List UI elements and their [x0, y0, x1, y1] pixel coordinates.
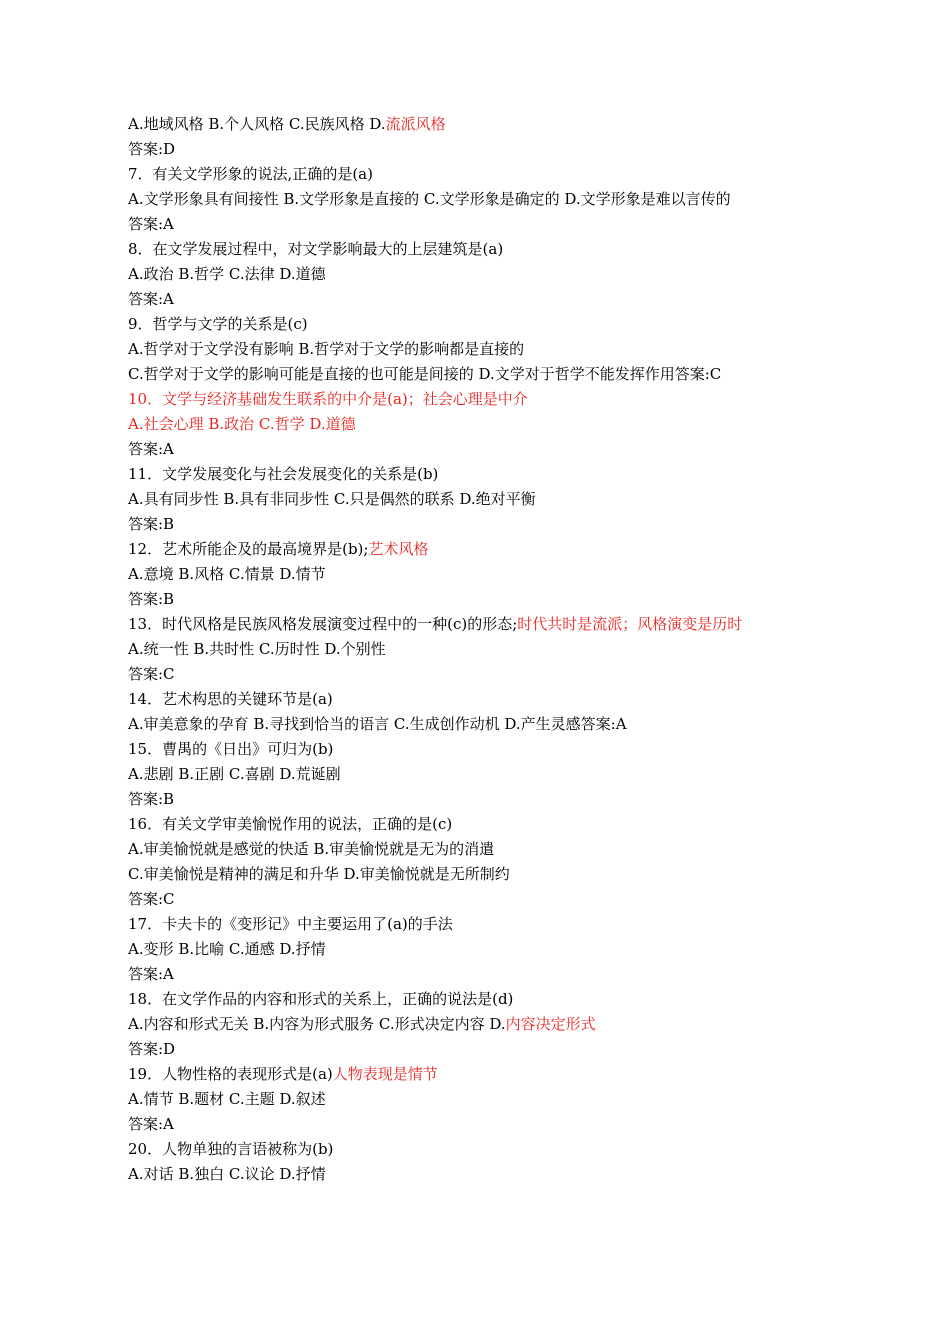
question-line — [128, 1062, 828, 1087]
options-line — [128, 412, 828, 437]
answer-line — [128, 587, 828, 612]
options-line — [128, 362, 828, 387]
answer-line — [128, 137, 828, 162]
line-text: 答案:A — [128, 965, 174, 983]
line-text: 7．有关文学形象的说法,正确的是(a) — [128, 165, 373, 183]
highlighted-text: 时代共时是流派；风格演变是历时 — [517, 615, 743, 633]
answer-line — [128, 512, 828, 537]
highlighted-text: 内容决定形式 — [505, 1015, 596, 1033]
question-line — [128, 912, 828, 937]
line-text: 11．文学发展变化与社会发展变化的关系是(b) — [128, 465, 439, 483]
question-line — [128, 162, 828, 187]
question-line — [128, 1137, 828, 1162]
options-line — [128, 1087, 828, 1112]
line-text: A.地域风格 B.个人风格 C.民族风格 D. — [128, 115, 386, 133]
line-text: A.悲剧 B.正剧 C.喜剧 D.荒诞剧 — [128, 765, 341, 783]
line-text: A.对话 B.独白 C.议论 D.抒情 — [128, 1165, 326, 1183]
question-line — [128, 737, 828, 762]
line-text: A.文学形象具有间接性 B.文学形象是直接的 C.文学形象是确定的 D.文学形象是难以言传的 — [128, 190, 731, 208]
line-text: A.情节 B.题材 C.主题 D.叙述 — [128, 1090, 326, 1108]
answer-line — [128, 437, 828, 462]
options-line — [128, 337, 828, 362]
line-text: 答案:C — [128, 665, 175, 683]
question-line — [128, 687, 828, 712]
line-text: C.哲学对于文学的影响可能是直接的也可能是间接的 D.文学对于哲学不能发挥作用答案:C — [128, 365, 722, 383]
line-text: 答案:B — [128, 590, 175, 608]
line-text: A.政治 B.哲学 C.法律 D.道德 — [128, 265, 326, 283]
line-text: A.审美愉悦就是感觉的快适 B.审美愉悦就是无为的消遣 — [128, 840, 495, 858]
line-text: 答案:A — [128, 1115, 174, 1133]
line-text: A.具有同步性 B.具有非同步性 C.只是偶然的联系 D.绝对平衡 — [128, 490, 536, 508]
line-text: 答案:C — [128, 890, 175, 908]
line-text: A.统一性 B.共时性 C.历时性 D.个别性 — [128, 640, 386, 658]
highlighted-text: 流派风格 — [385, 115, 446, 133]
line-text: A.哲学对于文学没有影响 B.哲学对于文学的影响都是直接的 — [128, 340, 525, 358]
answer-line — [128, 287, 828, 312]
answer-line — [128, 1037, 828, 1062]
options-line — [128, 712, 828, 737]
line-text: 9．哲学与文学的关系是(c) — [128, 315, 308, 333]
options-line — [128, 487, 828, 512]
text-line — [128, 112, 828, 137]
document-page — [128, 112, 828, 1187]
options-line — [128, 637, 828, 662]
line-text: 答案:A — [128, 440, 174, 458]
question-line — [128, 387, 828, 412]
highlighted-text: A.社会心理 B.政治 C.哲学 D.道德 — [128, 415, 356, 433]
options-line — [128, 837, 828, 862]
question-line — [128, 812, 828, 837]
answer-line — [128, 212, 828, 237]
line-text: C.审美愉悦是精神的满足和升华 D.审美愉悦就是无所制约 — [128, 865, 510, 883]
line-text: 答案:A — [128, 215, 174, 233]
line-text: 答案:D — [128, 1040, 176, 1058]
line-text: 15．曹禺的《日出》可归为(b) — [128, 740, 334, 758]
line-text: 8．在文学发展过程中，对文学影响最大的上层建筑是(a) — [128, 240, 504, 258]
highlighted-text: 艺术风格 — [368, 540, 429, 558]
options-line — [128, 1162, 828, 1187]
options-line — [128, 562, 828, 587]
line-text: 答案:B — [128, 515, 175, 533]
question-line — [128, 462, 828, 487]
question-line — [128, 987, 828, 1012]
line-text: 17．卡夫卡的《变形记》中主要运用了(a)的手法 — [128, 915, 453, 933]
line-text: A.审美意象的孕育 B.寻找到恰当的语言 C.生成创作动机 D.产生灵感答案:A — [128, 715, 627, 733]
line-text: 19．人物性格的表现形式是(a) — [128, 1065, 333, 1083]
line-text: 答案:B — [128, 790, 175, 808]
line-text: 答案:A — [128, 290, 174, 308]
options-line — [128, 862, 828, 887]
line-text: 答案:D — [128, 140, 176, 158]
question-line — [128, 537, 828, 562]
line-text: 14．艺术构思的关键环节是(a) — [128, 690, 333, 708]
question-line — [128, 237, 828, 262]
options-line — [128, 762, 828, 787]
answer-line — [128, 887, 828, 912]
options-line — [128, 187, 828, 212]
answer-line — [128, 1112, 828, 1137]
question-line — [128, 312, 828, 337]
answer-line — [128, 787, 828, 812]
line-text: A.意境 B.风格 C.情景 D.情节 — [128, 565, 326, 583]
options-line — [128, 937, 828, 962]
answer-line — [128, 962, 828, 987]
line-text: A.变形 B.比喻 C.通感 D.抒情 — [128, 940, 326, 958]
line-text: 18．在文学作品的内容和形式的关系上，正确的说法是(d) — [128, 990, 514, 1008]
options-line — [128, 1012, 828, 1037]
highlighted-text: 10．文学与经济基础发生联系的中介是(a)；社会心理是中介 — [128, 390, 528, 408]
line-text: 20．人物单独的言语被称为(b) — [128, 1140, 334, 1158]
line-text: 12．艺术所能企及的最高境界是(b); — [128, 540, 369, 558]
answer-line — [128, 662, 828, 687]
question-line — [128, 612, 828, 637]
options-line — [128, 262, 828, 287]
line-text: 13．时代风格是民族风格发展演变过程中的一种(c)的形态; — [128, 615, 518, 633]
line-text: 16．有关文学审美愉悦作用的说法，正确的是(c) — [128, 815, 453, 833]
highlighted-text: 人物表现是情节 — [332, 1065, 438, 1083]
line-text: A.内容和形式无关 B.内容为形式服务 C.形式决定内容 D. — [128, 1015, 506, 1033]
